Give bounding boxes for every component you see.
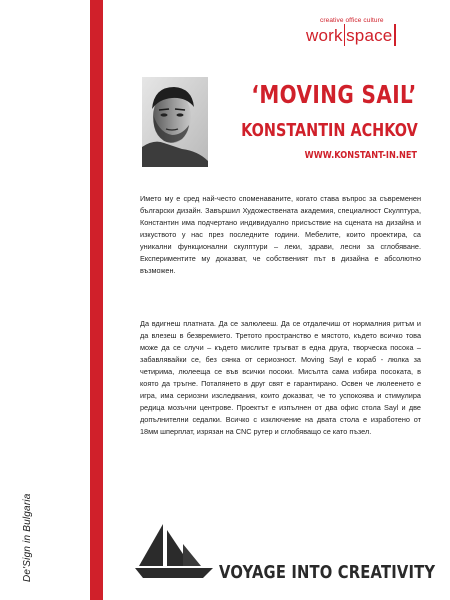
red-accent-bar [90, 0, 103, 600]
logo-word-right: space [346, 26, 393, 45]
footer-slogan: VOYAGE INTO CREATIVITY [219, 562, 436, 583]
logo-wordmark [306, 24, 426, 46]
sailboat-icon [133, 520, 215, 580]
logo-tagline: creative office culture [320, 17, 384, 24]
logo-separator [344, 24, 345, 46]
designer-portrait-photo [142, 77, 208, 167]
project-title: ‘MOVING SAIL’ [251, 80, 417, 109]
workspace-logo [306, 17, 426, 46]
intro-paragraph: Името му е сред най-често споменаваните, когато става въпрос за съвременен български дизайн. Завършил Художествената академия, специалност Скулптура, Константин има подчертано индивидуално присъствие на сцената на дизайна и изкуството у нас през последните години. Мебелите, които проектира, са уникални функционални скулптури – леки, здрави, лесни за сглобяване. Експериментите му доказват, че собственият път в дизайна е абсолютно възможен. [140, 194, 421, 275]
portrait-image [142, 77, 208, 167]
logo-word-left: work [306, 26, 343, 45]
website-link[interactable]: WWW.KONSTANT-IN.NET [304, 150, 417, 161]
designer-name: KONSTANTIN ACHKOV [241, 120, 418, 141]
vertical-series-label: De'Sign in Bulgaria [22, 493, 33, 582]
logo-end-bar [394, 24, 395, 46]
project-description-paragraph: Да вдигнеш платната. Да се залюлееш. Да се отдалечиш от нормалния ритъм и да влезеш в безвремието. Третото пространство е мястото, където всичко това може да се случи – където мислите тръгват в една друга, творческа посока – забавлявайки се, без сянка от сериозност. Moving Sayl е кораб - люлка за четирима, люлееща се във всички посоки. Мисълта сама избира посоката, в която да тръгне. Потапянето в друг свят е гарантирано. Освен че люлеенето е игра, има сериозни изследвания, които доказват, че то успокоява и стимулира редица мозъчни центрове. Проектът е изпълнен от два офис стола Sayl и две допълнителни седалки. Всичко с изключение на двата стола е изработено от 18мм шперплат, изрязан на CNC рутер и сглобяващо се като пъзел. [140, 319, 421, 436]
